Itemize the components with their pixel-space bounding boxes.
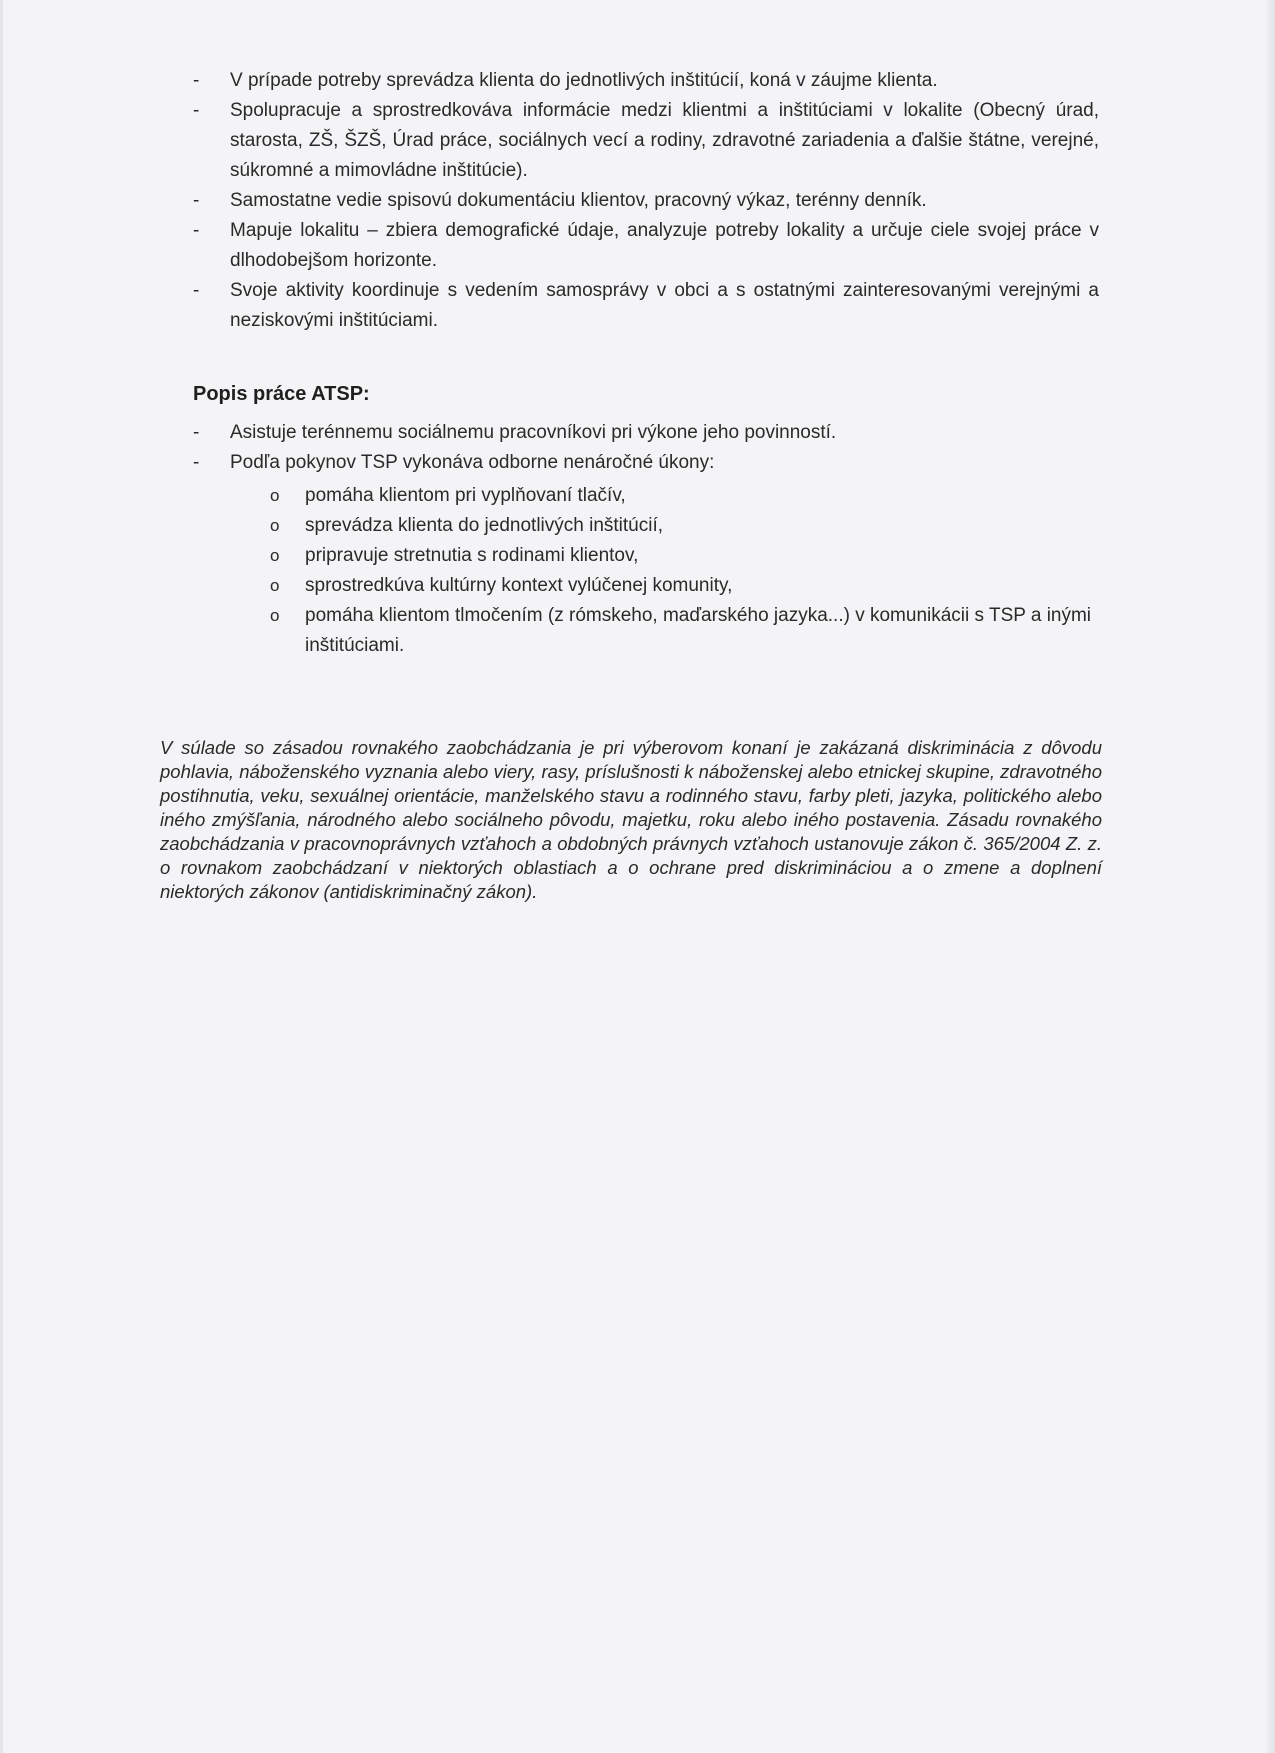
- dash-marker: -: [193, 190, 200, 211]
- sub-list-item: [229, 571, 1099, 601]
- list-item-text: Samostatne vedie spisovú dokumentáciu klientov, pracovný výkaz, terénny denník.: [230, 190, 927, 211]
- dash-marker: -: [193, 452, 200, 473]
- circle-bullet-icon: o: [270, 546, 280, 565]
- list-item-text: Mapuje lokalitu – zbiera demografické údaje, analyzuje potreby lokality a určuje ciele svojej práce v dlhodobejšom horizonte.: [230, 220, 1099, 271]
- list-item-text: Spolupracuje a sprostredkováva informácie medzi klientmi a inštitúciami v lokalite (Obecný úrad, starosta, ZŠ, ŠZŠ, Úrad práce, sociálnych vecí a rodiny, zdravotné zariadenia a ďalšie štátne, verejné, súkromné a mimovládne inštitúcie).: [230, 100, 1099, 181]
- sub-list-item: [229, 511, 1099, 541]
- dash-marker: -: [193, 220, 200, 241]
- page-edge-right: [1265, 0, 1275, 1753]
- list-item: [193, 216, 1099, 276]
- list-item: [193, 186, 1099, 216]
- dash-marker: -: [193, 100, 200, 121]
- list-item: [193, 96, 1099, 186]
- sub-list-item: [229, 541, 1099, 571]
- list-item: [193, 276, 1099, 336]
- list-item: [193, 66, 1099, 96]
- sub-list-item-text: sprevádza klienta do jednotlivých inštitúcií,: [305, 515, 664, 536]
- duties-list: [193, 66, 1099, 336]
- anti-discrimination-notice: V súlade so zásadou rovnakého zaobchádzania je pri výberovom konaní je zakázaná diskriminácia z dôvodu pohlavia, náboženského vyznania alebo viery, rasy, príslušnosti k náboženskej alebo etnickej skupine, zdravotného postihnutia, veku, sexuálnej orientácie, manželského stavu a rodinného stavu, farby pleti, jazyka, politického alebo iného zmýšľania, národného alebo sociálneho pôvodu, majetku, roku alebo iného postavenia. Zásadu rovnakého zaobchádzania v pracovnoprávnych vzťahoch a obdobných právnych vzťahoch ustanovuje zákon č. 365/2004 Z. z. o rovnakom zaobchádzaní v niektorých oblastiach a o ochrane pred diskrimináciou a o zmene a doplnení niektorých zákonov (antidiskriminačný zákon).: [160, 737, 1102, 902]
- atsp-heading: Popis práce ATSP:: [193, 383, 370, 405]
- circle-bullet-icon: o: [270, 516, 280, 535]
- circle-bullet-icon: o: [270, 606, 280, 625]
- sub-list-item-text: pomáha klientom tlmočením (z rómskeho, maďarského jazyka...) v komunikácii s TSP a inými inštitúciami.: [305, 605, 1092, 656]
- dash-marker: -: [193, 280, 200, 301]
- list-item-text: V prípade potreby sprevádza klienta do jednotlivých inštitúcií, koná v záujme klienta.: [230, 70, 938, 91]
- list-item: [193, 418, 1099, 448]
- sub-list-item-text: pripravuje stretnutia s rodinami klientov,: [305, 545, 639, 566]
- list-item-text: Podľa pokynov TSP vykonáva odborne nenáročné úkony:: [230, 452, 715, 473]
- sub-list-item: [229, 601, 1099, 661]
- list-item: [193, 448, 1099, 478]
- sub-list-item: [229, 481, 1099, 511]
- dash-marker: -: [193, 422, 200, 443]
- atsp-sub-list: [229, 481, 1099, 661]
- list-item-text: Svoje aktivity koordinuje s vedením samosprávy v obci a s ostatnými zainteresovanými verejnými a neziskovými inštitúciami.: [230, 280, 1099, 331]
- dash-marker: -: [193, 70, 200, 91]
- atsp-list: [193, 418, 1099, 478]
- sub-list-item-text: pomáha klientom pri vyplňovaní tlačív,: [305, 485, 626, 506]
- circle-bullet-icon: o: [270, 576, 280, 595]
- sub-list-item-text: sprostredkúva kultúrny kontext vylúčenej komunity,: [305, 575, 733, 596]
- list-item-text: Asistuje terénnemu sociálnemu pracovníkovi pri výkone jeho povinností.: [230, 422, 837, 443]
- page-edge-left: [0, 0, 3, 1753]
- circle-bullet-icon: o: [270, 486, 280, 505]
